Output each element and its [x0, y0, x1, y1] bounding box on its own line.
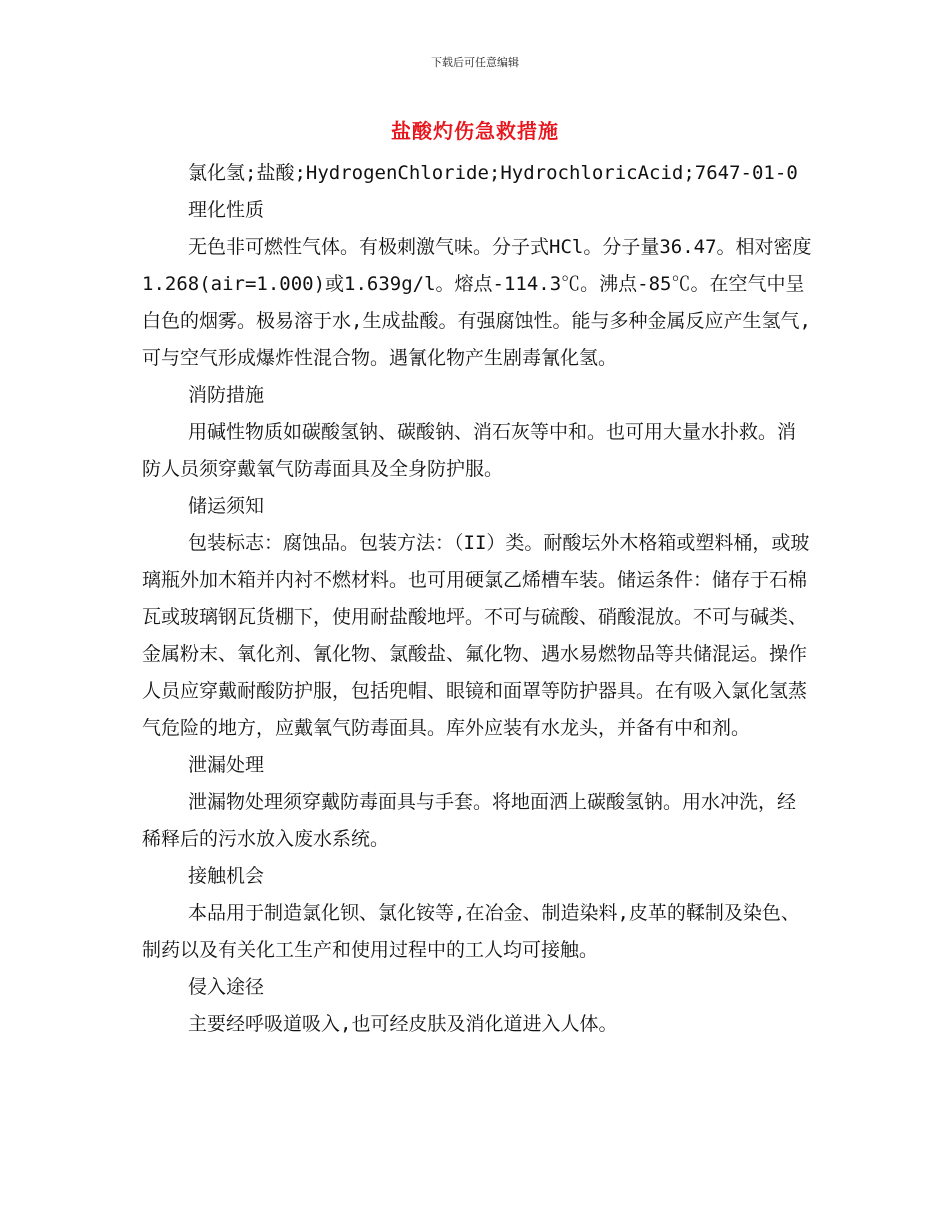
header-note: 下载后可任意编辑 — [431, 56, 519, 69]
paragraph-storage: 包装标志：腐蚀品。包装方法：（II）类。耐酸坛外木格箱或塑料桶，或玻璃瓶外加木箱并内衬不燃材料。也可用硬氯乙烯槽车装。储运条件：储存于石棉瓦或玻璃钢瓦货棚下，使用耐盐酸地坪。不可与硫酸、硝酸混放。不可与碱类、金属粉末、氧化剂、氰化物、氯酸盐、氟化物、遇水易燃物品等共储混运。操作人员应穿戴耐酸防护服，包括兜帽、眼镜和面罩等防护器具。在有吸入氯化氢蒸气危险的地方，应戴氧气防毒面具。库外应装有水龙头，并备有中和剂。 — [142, 532, 810, 739]
paragraph-firefighting: 用碱性物质如碳酸氢钠、碳酸钠、消石灰等中和。也可用大量水扑救。消防人员须穿戴氧气防毒面具及全身防护服。 — [142, 421, 797, 480]
paragraph-leak: 泄漏物处理须穿戴防毒面具与手套。将地面洒上碳酸氢钠。用水冲洗，经稀释后的污水放入废水系统。 — [142, 791, 797, 850]
document-body — [142, 155, 812, 1043]
section-heading-leak: 泄漏处理 — [188, 754, 265, 776]
identifier-line: 氯化氢;盐酸;HydrogenChloride;HydrochloricAcid;7647-01-0 — [188, 162, 798, 184]
section-heading-firefighting: 消防措施 — [188, 384, 265, 406]
section-heading-properties: 理化性质 — [188, 199, 265, 221]
section-heading-exposure: 接触机会 — [188, 865, 265, 887]
paragraph-properties: 无色非可燃性气体。有极刺激气味。分子式HCl。分子量36.47。相对密度1.268(air=1.000)或1.639g/l。熔点-114.3℃。沸点-85℃。在空气中呈白色的烟雾。极易溶于水,生成盐酸。有强腐蚀性。能与多种金属反应产生氢气,可与空气形成爆炸性混合物。遇氰化物产生剧毒氰化氢。 — [142, 236, 812, 369]
section-heading-entry-route: 侵入途径 — [188, 976, 265, 998]
section-heading-storage: 储运须知 — [188, 495, 265, 517]
paragraph-entry-route: 主要经呼吸道吸入,也可经皮肤及消化道进入人体。 — [188, 1013, 618, 1035]
paragraph-exposure: 本品用于制造氯化钡、氯化铵等,在冶金、制造染料,皮革的鞣制及染色、制药以及有关化工生产和使用过程中的工人均可接触。 — [142, 902, 800, 961]
document-title: 盐酸灼伤急救措施 — [391, 119, 559, 143]
